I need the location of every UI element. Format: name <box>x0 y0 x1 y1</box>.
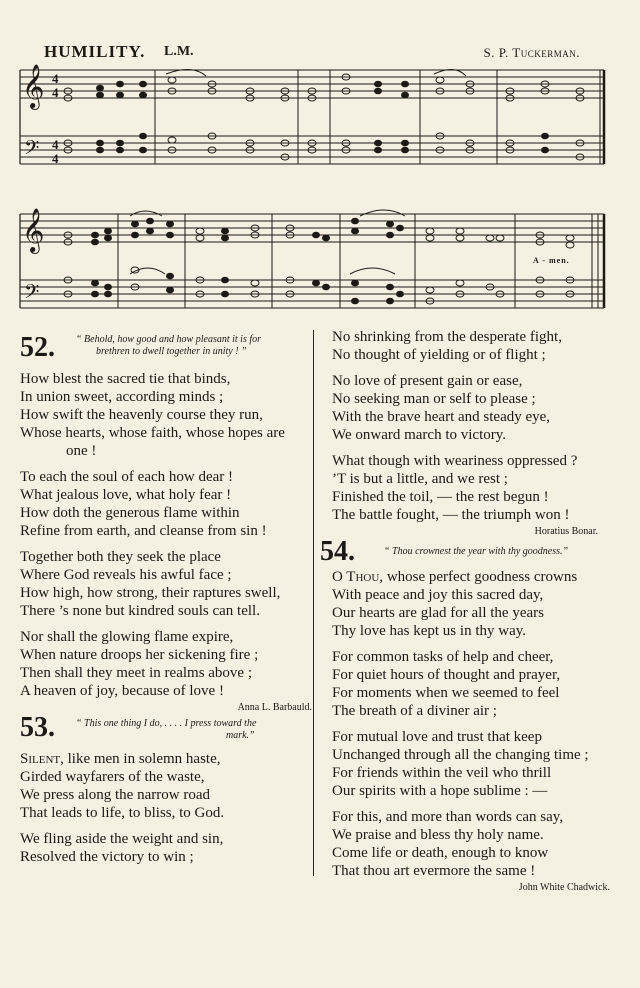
verse-line-rest: like men in solemn haste, <box>63 751 221 767</box>
verse-line: Our hearts are glad for all the years <box>332 605 544 621</box>
verse-line: There ’s none but kindred souls can tell. <box>20 603 260 619</box>
verse-line: No seeking man or self to please ; <box>332 391 536 407</box>
verse-line: We fling aside the weight and sin, <box>20 831 224 847</box>
stanza <box>332 808 608 880</box>
stanza <box>20 468 312 540</box>
author-credit: Horatius Bonar. <box>534 526 598 537</box>
verse-line: Together both they seek the place <box>20 549 221 565</box>
verse-line: For quiet hours of thought and prayer, <box>332 667 561 683</box>
verse-line: When nature droops her sickening fire ; <box>20 647 259 663</box>
stanza <box>332 728 608 800</box>
verse-line: Then shall they meet in realms above ; <box>20 665 253 681</box>
left-column <box>20 334 312 874</box>
verse-line: In union sweet, according minds ; <box>20 389 224 405</box>
bass-clef-icon: 𝄢 <box>24 136 40 164</box>
tune-title: HUMILITY. <box>44 42 146 61</box>
time-signatures <box>52 71 59 166</box>
author-credit: John White Chadwick. <box>518 882 610 893</box>
verse-line: How doth the generous flame within <box>20 505 240 521</box>
verse-line: For friends within the veil who thrill <box>332 765 552 781</box>
author-credit: Anna L. Barbauld. <box>237 702 312 713</box>
column-divider <box>313 330 314 876</box>
first-word: O Thou, <box>332 569 384 585</box>
verse-line: The breath of a diviner air ; <box>332 703 497 719</box>
verse-line: No love of present gain or ease, <box>332 373 523 389</box>
stanza <box>332 568 608 640</box>
verse-line: How swift the heavenly course they run, <box>20 407 263 423</box>
verse-line: A heaven of joy, because of love ! <box>20 683 224 699</box>
epigraph-line: mark.” <box>226 730 255 741</box>
stanza <box>20 628 312 700</box>
treble-clef-icon: 𝄞 <box>22 64 45 108</box>
verse-line: ’T is but a little, and we rest ; <box>332 471 508 487</box>
verse-line: Come life or death, enough to know <box>332 845 549 861</box>
verse-line: With peace and joy this sacred day, <box>332 587 544 603</box>
epigraph <box>384 546 614 558</box>
stanza <box>20 830 312 866</box>
verse-line: Where God reveals his awful face ; <box>20 567 232 583</box>
stanza <box>332 648 608 720</box>
bass-clef-icon-2: 𝄢 <box>24 280 40 308</box>
verse-line: We onward march to victory. <box>332 427 507 443</box>
verse-line: For mutual love and trust that keep <box>332 729 542 745</box>
amen-label: A - men. <box>533 256 570 265</box>
epigraph-line: “ Thou crownest the year with thy goodness.” <box>384 546 569 557</box>
verse-line: What though with weariness oppressed ? <box>332 453 578 469</box>
epigraph <box>76 718 316 742</box>
epigraph-line: brethren to dwell together in unity ! ” <box>96 346 247 357</box>
hymn-number: 53. <box>20 712 55 743</box>
epigraph <box>76 334 316 358</box>
music-score <box>0 0 640 330</box>
hymn-54-header <box>320 536 608 568</box>
verse-line: That thou art evermore the same ! <box>332 863 536 879</box>
verse-line: Finished the toil, — the rest begun ! <box>332 489 549 505</box>
epigraph-line: “ Behold, how good and how pleasant it is for <box>76 334 262 345</box>
time-sig-bottom-bass: 4 <box>52 151 59 166</box>
verse-line: With the brave heart and steady eye, <box>332 409 551 425</box>
stanza <box>20 370 312 460</box>
verse-line: one ! <box>66 443 97 459</box>
verse-line: How high, how strong, their raptures swell, <box>20 585 281 601</box>
verse-line: That leads to life, to bliss, to God. <box>20 805 225 821</box>
tune-meter: L.M. <box>164 44 194 59</box>
right-column <box>320 328 610 894</box>
clefs <box>22 64 44 308</box>
verse-line: The battle fought, — the triumph won ! <box>332 507 570 523</box>
treble-clef-icon-2: 𝄞 <box>22 208 45 252</box>
verse-line-rest: whose perfect goodness crowns <box>383 569 578 585</box>
verse-line <box>332 568 608 586</box>
verse-line: We press along the narrow road <box>20 787 210 803</box>
time-sig-top: 4 <box>52 71 59 86</box>
first-word: Silent, <box>20 751 64 767</box>
epigraph-line: “ This one thing I do, . . . . I press toward the <box>76 718 257 729</box>
hymn-52-header <box>20 334 312 370</box>
stanza <box>332 328 608 364</box>
verse-line: Our spirits with a hope sublime : — <box>332 783 548 799</box>
composer-credit: S. P. Tuckerman. <box>483 45 580 60</box>
stanza <box>332 372 608 444</box>
verse-line: No shrinking from the desperate fight, <box>332 329 562 345</box>
verse-line: Unchanged through all the changing time ; <box>332 747 589 763</box>
verse-line <box>20 750 312 768</box>
verse-line: Refine from earth, and cleanse from sin ! <box>20 523 267 539</box>
hymn-number: 52. <box>20 332 55 363</box>
verse-line: What jealous love, what holy fear ! <box>20 487 232 503</box>
verse-line: No thought of yielding or of flight ; <box>332 347 546 363</box>
verse-line: For moments when we seemed to feel <box>332 685 560 701</box>
verse-line: Resolved the victory to win ; <box>20 849 194 865</box>
stanza <box>20 548 312 620</box>
time-sig-top-bass: 4 <box>52 137 59 152</box>
stanza <box>20 750 312 822</box>
hymn-53-header <box>20 714 312 750</box>
verse-line: Girded wayfarers of the waste, <box>20 769 205 785</box>
stanza <box>332 452 608 524</box>
hymn-number: 54. <box>320 536 355 567</box>
noteheads <box>64 74 584 304</box>
verse-line: For common tasks of help and cheer, <box>332 649 554 665</box>
verse-line: Thy love has kept us in thy way. <box>332 623 526 639</box>
time-sig-bottom: 4 <box>52 85 59 100</box>
verse-line: We praise and bless thy holy name. <box>332 827 544 843</box>
verse-line: Whose hearts, whose faith, whose hopes are <box>20 425 285 441</box>
verse-line: For this, and more than words can say, <box>332 809 564 825</box>
verse-line: How blest the sacred tie that binds, <box>20 371 231 387</box>
verse-line: Nor shall the glowing flame expire, <box>20 629 234 645</box>
verse-line: To each the soul of each how dear ! <box>20 469 234 485</box>
